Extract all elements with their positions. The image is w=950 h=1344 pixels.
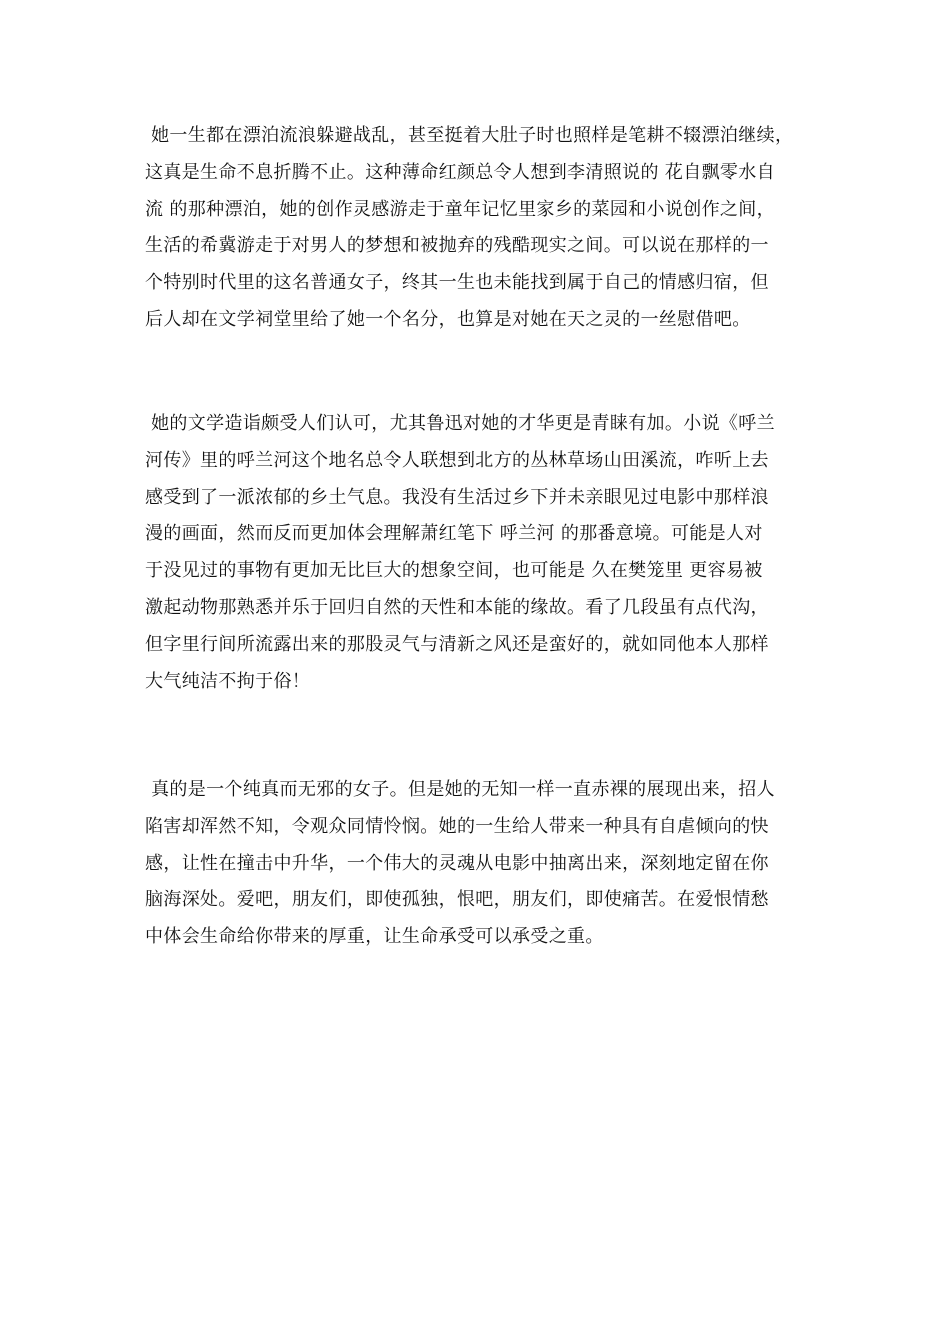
paragraph-line: 个特别时代里的这名普通女子，终其一生也未能找到属于自己的情感归宿，但 — [145, 272, 769, 294]
paragraph-line: 但字里行间所流露出来的那股灵气与清新之风还是蛮好的，就如同他本人那样 — [145, 633, 769, 655]
paragraph-line: 陷害却浑然不知，令观众同情怜悯。她的一生给人带来一种具有自虐倾向的快 — [145, 815, 769, 837]
paragraph-line: 后人却在文学祠堂里给了她一个名分，也算是对她在天之灵的一丝慰借吧。 — [145, 308, 751, 330]
paragraph-line: 流 的那种漂泊，她的创作灵感游走于童年记忆里家乡的菜园和小说创作之间， — [145, 198, 775, 220]
paragraph-line: 这真是生命不息折腾不止。这种薄命红颜总令人想到李清照说的 花自飘零水自 — [145, 161, 775, 183]
paragraph-line: 感受到了一派浓郁的乡土气息。我没有生活过乡下并未亲眼见过电影中那样浪 — [145, 486, 769, 508]
paragraph-line: 生活的希冀游走于对男人的梦想和被抛弃的残酷现实之间。可以说在那样的一 — [145, 235, 769, 257]
paragraph-line: 激起动物那熟悉并乐于回归自然的天性和本能的缘故。看了几段虽有点代沟， — [145, 596, 769, 618]
paragraph-line: 漫的画面，然而反而更加体会理解萧红笔下 呼兰河 的那番意境。可能是人对 — [145, 523, 763, 545]
paragraph-1 — [145, 118, 815, 339]
paragraph-line: 感，让性在撞击中升华，一个伟大的灵魂从电影中抽离出来，深刻地定留在你 — [145, 852, 769, 874]
paragraph-2 — [145, 406, 815, 700]
paragraph-line: 脑海深处。爱吧，朋友们，即使孤独，恨吧，朋友们，即使痛苦。在爱恨情愁 — [145, 889, 769, 911]
paragraph-line: 中体会生命给你带来的厚重，让生命承受可以承受之重。 — [145, 926, 604, 948]
paragraph-line: 于没见过的事物有更加无比巨大的想象空间，也可能是 久在樊笼里 更容易被 — [145, 560, 763, 582]
paragraph-3 — [145, 772, 815, 956]
paragraph-line: 她的文学造诣颇受人们认可，尤其鲁迅对她的才华更是青睐有加。小说《呼兰 — [145, 413, 775, 434]
paragraph-line: 真的是一个纯真而无邪的女子。但是她的无知一样一直赤裸的展现出来，招人 — [145, 779, 775, 800]
paragraph-line: 她一生都在漂泊流浪躲避战乱，甚至挺着大肚子时也照样是笔耕不辍漂泊继续， — [145, 125, 794, 146]
paragraph-line: 大气纯洁不拘于俗！ — [145, 670, 311, 692]
paragraph-line: 河传》里的呼兰河这个地名总令人联想到北方的丛林草场山田溪流，咋听上去 — [145, 449, 769, 471]
